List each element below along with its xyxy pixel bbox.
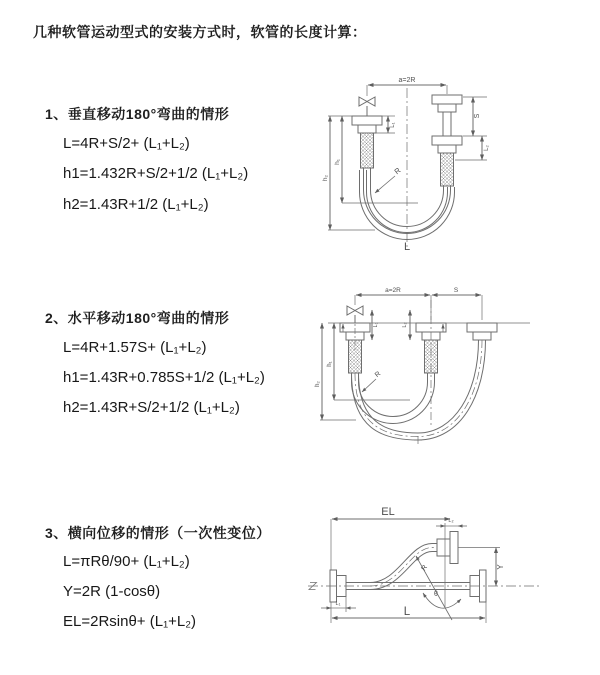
dim-label-l1: L₁ [390,122,396,128]
angle-label-theta: θ [434,591,438,598]
section-1-heading: 1、垂直移动180°弯曲的情形 [45,106,230,122]
dim-label-r: R [420,564,430,573]
diagram-horizontal-180-bend [298,280,600,462]
dim-label-s: S [453,287,459,294]
dim-label-h1: h₁ [334,159,341,165]
dim-label-l2: L₂ [448,518,454,524]
dim-label-l2: L₂ [402,322,408,328]
dim-label-a2r: a=2R [385,287,401,294]
dim-label-r: R [392,165,403,177]
section-1-formula-h2: h2=1.43R+1/2 (L₁+L₂) [63,196,209,213]
dim-label-h2: h₂ [315,381,321,387]
middle-pipe [416,323,446,373]
dim-label-s: S [474,113,481,119]
dim-label-h2: h₂ [322,174,329,182]
diagram-vertical-180-bend [300,70,592,265]
dim-label-l1: L₁ [335,601,341,607]
dim-label-length: L [403,606,411,618]
section-3-formula-L: L=πRθ/90+ (L₁+L₂) [63,553,190,570]
section-3-heading: 3、横向位移的情形（一次性变位） [45,525,271,541]
section-3-formula-EL: EL=2Rsinθ+ (L₁+L₂) [63,613,197,630]
dim-label-length: L [403,241,411,253]
dim-label-r: R [373,370,383,380]
section-1-formula-L: L=4R+S/2+ (L₁+L₂) [63,135,190,152]
section-2-formula-L: L=4R+1.57S+ (L₁+L₂) [63,339,207,356]
dim-label-el: EL [381,506,395,518]
right-pipe-moved [467,323,497,340]
dim-label-a2r: a=2R [398,77,416,84]
upper-flange-displaced [437,532,458,564]
dim-label-h1: h₁ [327,361,333,367]
section-3-formula-Y: Y=2R (1-cosθ) [63,583,161,600]
hose-position-1 [352,370,435,423]
diagram-lateral-displacement [300,500,595,662]
section-2-formula-h1: h1=1.43R+0.785S+1/2 (L₁+L₂) [63,369,265,386]
dim-label-l1: L₁ [373,322,379,328]
section-2-heading: 2、水平移动180°弯曲的情形 [45,310,230,326]
right-pipe [432,95,462,186]
left-pipe [352,116,382,168]
dim-label-l2: L₂ [484,145,490,151]
section-1-formula-h1: h1=1.432R+S/2+1/2 (L₁+L₂) [63,165,249,182]
valve-icon [359,97,375,116]
dim-label-y: Y [496,564,505,570]
hose-position-2 [352,340,486,440]
page-title: 几种软管运动型式的安装方式时，软管的长度计算： [33,24,367,40]
section-2-formula-h2: h2=1.43R+S/2+1/2 (L₁+L₂) [63,399,240,416]
